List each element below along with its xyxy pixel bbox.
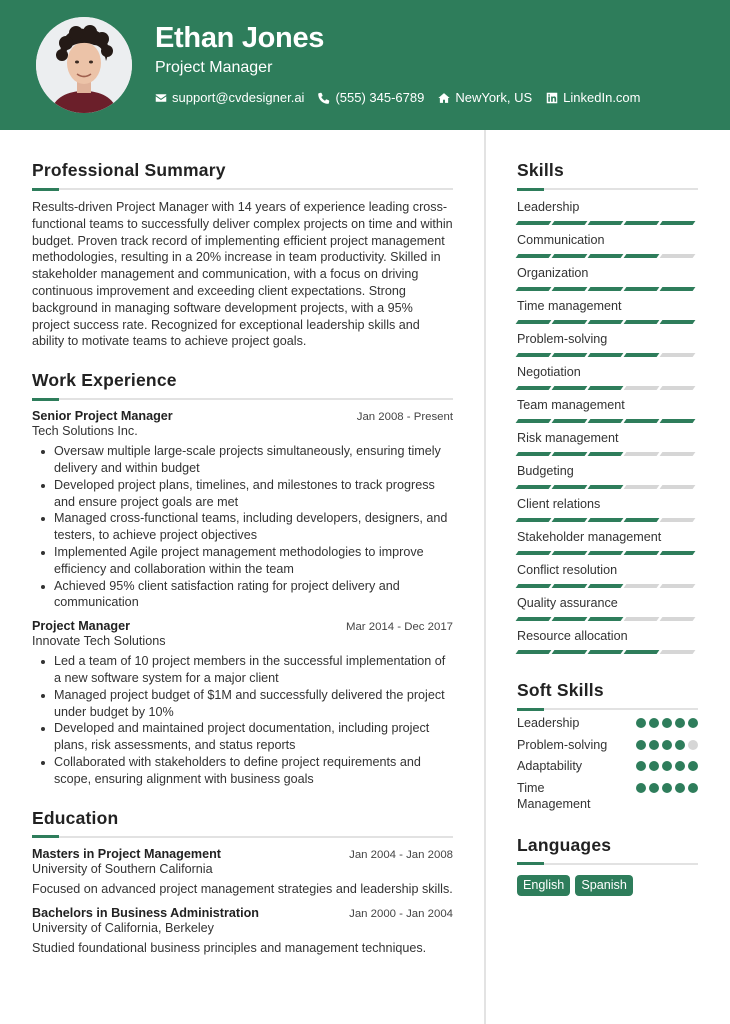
soft-skill-name: Adaptability [517,759,583,773]
education-date: Jan 2000 - Jan 2004 [349,908,453,921]
rating-dot-filled [649,740,659,750]
skill-level-bar [517,287,698,291]
contact-location-text: NewYork, US [455,90,533,105]
level-segment-filled [552,518,588,522]
section-rule [517,863,698,865]
section-education [32,808,453,958]
level-segment-filled [588,419,624,423]
skill-name: Quality assurance [517,596,618,610]
profile-photo-image [36,17,132,113]
skill-level-bar [517,551,698,555]
level-segment-filled [552,320,588,324]
level-segment-empty [660,386,696,390]
rating-dot-filled [688,783,698,793]
level-segment-filled [660,551,696,555]
job-title: Senior Project Manager [32,409,173,424]
level-segment-filled [516,320,552,324]
skill-level-bar [517,221,698,225]
contact-list [155,90,641,105]
level-segment-filled [588,650,624,654]
skill-item [517,398,698,423]
level-segment-filled [624,419,660,423]
job-date: Mar 2014 - Dec 2017 [345,621,453,634]
skill-level-bar [517,617,698,621]
skill-level-bar [517,320,698,324]
summary-text: Results-driven Project Manager with 14 years of experience leading cross-functional teams to successfully deliver complex projects on time and within budget. Proven track record of implementing efficient project management methodologies, resulting in a 20% increase in team productivity. Skilled in stakeholder management and communication, with a focus on driving continuous improvement and exceeding client expectations. Strong background in managing software development projects, with a 95% project success rate. Recognized for exceptional leadership skills and ability to motivate teams to achieve project goals. [32,200,453,349]
skill-level-bar [517,386,698,390]
level-segment-filled [552,650,588,654]
rating-dot-filled [662,740,672,750]
skill-name: Organization [517,266,589,280]
soft-skill-rating [636,783,698,793]
skill-name: Resource allocation [517,629,628,643]
skill-name: Problem-solving [517,332,608,346]
level-segment-filled [660,287,696,291]
rating-dot-filled [675,761,685,771]
level-segment-filled [588,353,624,357]
rating-dot-filled [675,718,685,728]
main-column [32,160,453,957]
level-segment-filled [516,650,552,654]
soft-skill-rating [636,761,698,771]
skill-level-bar [517,254,698,258]
languages-list [517,875,698,896]
section-rule [32,836,453,838]
job-bullet: Led a team of 10 project members in the successful implementation of a new software system for a major client [54,653,453,687]
level-segment-empty [660,254,696,258]
rating-dot-filled [688,761,698,771]
skill-item [517,629,698,654]
level-segment-filled [552,221,588,225]
rating-dot-filled [675,783,685,793]
soft-skill-rating [636,740,698,750]
level-segment-filled [516,353,552,357]
rating-dot-filled [662,783,672,793]
skill-item [517,233,698,258]
level-segment-filled [660,221,696,225]
level-segment-filled [516,452,552,456]
language-tag: English [517,875,570,896]
job-bullet: Developed project plans, timelines, and milestones to track progress and ensure project goals are met [54,477,453,511]
job-title: Project Manager [32,619,130,634]
rating-dot-filled [649,783,659,793]
skill-name: Conflict resolution [517,563,618,577]
contact-linkedin[interactable] [546,90,640,105]
job-bullet: Managed cross-functional teams, including developers, designers, and testers, to achieve project objectives [54,510,453,544]
level-segment-filled [516,254,552,258]
level-segment-filled [516,584,552,588]
level-segment-filled [624,518,660,522]
level-segment-filled [516,419,552,423]
level-segment-filled [624,650,660,654]
level-segment-filled [516,518,552,522]
level-segment-filled [660,419,696,423]
contact-email[interactable] [155,90,304,105]
section-rule [517,188,698,190]
rating-dot-filled [636,740,646,750]
skill-name: Negotiation [517,365,581,379]
level-segment-filled [588,617,624,621]
section-summary [32,160,453,350]
section-skills [517,160,698,654]
education-description: Studied foundational business principles and management techniques. [32,941,427,956]
level-segment-filled [516,221,552,225]
level-segment-filled [588,584,624,588]
job-bullet: Implemented Agile project management methodologies to improve efficiency and collaboration within the team [54,544,453,578]
level-segment-filled [624,221,660,225]
skill-name: Team management [517,398,625,412]
level-segment-filled [552,485,588,489]
rating-dot-filled [662,761,672,771]
contact-email-text: support@cvdesigner.ai [172,90,305,105]
level-segment-filled [624,353,660,357]
candidate-name: Ethan Jones [155,22,325,54]
level-segment-filled [552,452,588,456]
rating-dot-filled [636,718,646,728]
degree-title: Masters in Project Management [32,846,221,861]
level-segment-filled [624,551,660,555]
level-segment-filled [588,551,624,555]
level-segment-filled [552,584,588,588]
level-segment-filled [588,485,624,489]
skill-item [517,530,698,555]
soft-skill-name: Leadership [517,716,580,730]
soft-skill-item [517,758,698,775]
level-segment-empty [660,584,696,588]
skill-name: Budgeting [517,464,574,478]
job-bullet: Collaborated with stakeholders to define project requirements and scope, ensuring alignment with business goals [54,754,453,788]
column-divider [484,130,486,1024]
soft-skill-name: Problem-solving [517,737,608,752]
skill-item [517,563,698,588]
contact-location [438,90,532,105]
level-segment-filled [588,287,624,291]
skill-level-bar [517,650,698,654]
rating-dot-filled [675,740,685,750]
level-segment-filled [516,386,552,390]
level-segment-empty [624,386,660,390]
level-segment-empty [660,518,696,522]
phone-icon [318,92,330,104]
skill-item [517,431,698,456]
skill-item [517,497,698,522]
education-entry [32,906,453,957]
level-segment-filled [588,452,624,456]
education-date: Jan 2004 - Jan 2008 [349,848,453,861]
skill-item [517,200,698,225]
profile-photo [36,17,132,113]
section-title: Work Experience [32,370,177,391]
job-bullets [32,653,453,787]
section-languages [517,835,698,896]
home-icon [438,92,450,104]
school-name: University of Southern California [32,861,213,876]
level-segment-filled [552,551,588,555]
skill-name: Client relations [517,497,601,511]
section-title: Education [32,807,119,828]
skill-name: Stakeholder management [517,530,662,544]
level-segment-filled [660,320,696,324]
level-segment-filled [588,254,624,258]
job-bullet: Developed and maintained project documentation, including project plans, risk assessments, and status reports [54,720,453,754]
soft-skills-list [517,715,698,813]
level-segment-filled [516,551,552,555]
skill-level-bar [517,518,698,522]
contact-phone-text: (555) 345-6789 [335,90,425,105]
skill-name: Leadership [517,200,580,214]
skill-level-bar [517,584,698,588]
job-bullet: Managed project budget of $1M and successfully delivered the project under budget by 10% [54,687,453,721]
section-title: Languages [517,834,612,855]
skill-item [517,464,698,489]
level-segment-filled [552,287,588,291]
soft-skill-item [517,737,698,754]
soft-skill-name: Time Management [517,780,591,811]
level-segment-filled [588,386,624,390]
linkedin-icon [546,92,558,104]
level-segment-empty [660,617,696,621]
skill-level-bar [517,485,698,489]
level-segment-filled [624,287,660,291]
section-rule [32,188,453,190]
level-segment-empty [624,485,660,489]
rating-dot-filled [636,783,646,793]
skill-level-bar [517,353,698,357]
level-segment-empty [660,353,696,357]
level-segment-filled [588,518,624,522]
education-entry [32,847,453,898]
education-description: Focused on advanced project management strategies and leadership skills. [32,881,453,896]
rating-dot-filled [688,718,698,728]
degree-title: Bachelors in Business Administration [32,906,259,921]
rating-dot-filled [649,718,659,728]
level-segment-filled [624,320,660,324]
level-segment-filled [552,617,588,621]
skill-name: Communication [517,233,605,247]
level-segment-empty [624,452,660,456]
job-bullet: Oversaw multiple large-scale projects simultaneously, ensuring timely delivery and within budget [54,443,453,477]
skill-level-bar [517,419,698,423]
section-title: Soft Skills [517,680,604,700]
skill-item [517,332,698,357]
job-entry [32,619,453,787]
soft-skill-rating [636,718,698,728]
soft-skill-item [517,780,698,813]
skill-name: Time management [517,299,622,313]
section-soft-skills [517,680,698,813]
level-segment-empty [660,650,696,654]
job-bullet: Achieved 95% client satisfaction rating for project delivery and communication [54,578,453,612]
level-segment-empty [624,617,660,621]
contact-phone[interactable] [318,90,424,105]
language-tag: Spanish [575,875,633,896]
school-name: University of California, Berkeley [32,921,214,936]
candidate-role: Project Manager [155,59,273,76]
level-segment-filled [516,485,552,489]
level-segment-filled [588,320,624,324]
level-segment-empty [660,452,696,456]
section-experience [32,370,453,787]
level-segment-empty [660,485,696,489]
resume-header [0,0,730,130]
rating-dot-empty [688,740,698,750]
soft-skill-item [517,715,698,732]
level-segment-empty [624,584,660,588]
level-segment-filled [516,287,552,291]
rating-dot-filled [636,761,646,771]
level-segment-filled [516,617,552,621]
section-title: Professional Summary [32,160,226,180]
contact-linkedin-text: LinkedIn.com [563,90,641,105]
level-segment-filled [552,419,588,423]
level-segment-filled [552,254,588,258]
section-rule [32,398,453,400]
skill-item [517,596,698,621]
job-entry [32,409,453,611]
level-segment-filled [588,221,624,225]
skill-name: Risk management [517,431,619,445]
level-segment-filled [552,353,588,357]
rating-dot-filled [649,761,659,771]
job-date: Jan 2008 - Present [356,411,453,424]
skill-item [517,266,698,291]
skill-item [517,365,698,390]
job-bullets [32,443,453,611]
skill-level-bar [517,452,698,456]
section-title: Skills [517,160,564,180]
section-rule [517,708,698,710]
side-column [517,160,698,896]
level-segment-filled [552,386,588,390]
rating-dot-filled [662,718,672,728]
skills-list [517,200,698,654]
job-company: Innovate Tech Solutions [32,634,166,649]
job-company: Tech Solutions Inc. [32,424,138,439]
envelope-icon [155,92,167,104]
skill-item [517,299,698,324]
level-segment-filled [624,254,660,258]
